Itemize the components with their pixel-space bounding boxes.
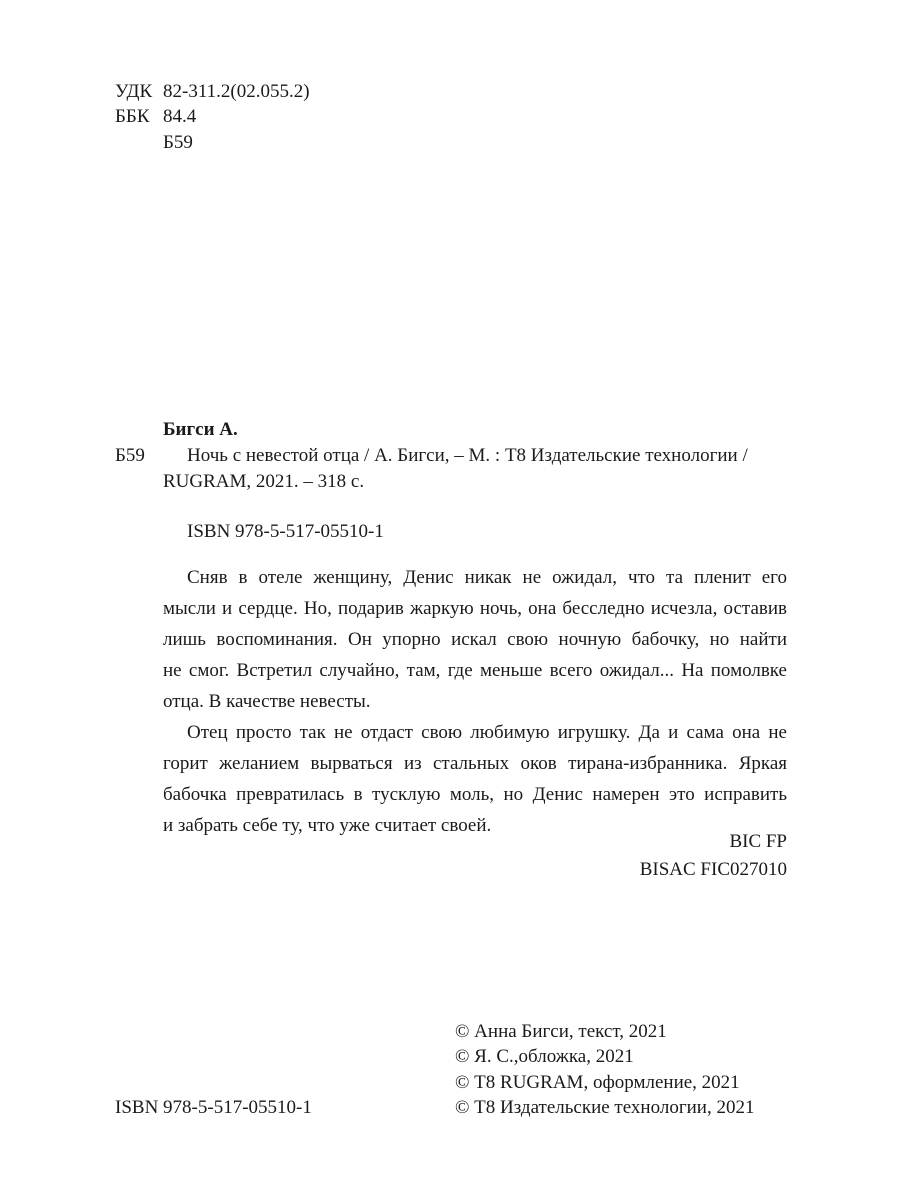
record-isbn: ISBN 978-5-517-05510-1	[187, 521, 384, 542]
annotation-line: отца. В качестве невесты.	[163, 691, 371, 712]
annotation-line: горит желанием вырваться из стальных оков тирана-избранника. Яркая	[163, 753, 787, 774]
record-title-line-2: RUGRAM, 2021. – 318 с.	[163, 471, 365, 492]
annotation-line: мысли и сердце. Но, подарив жаркую ночь, она бесследно исчезла, оставив	[163, 598, 787, 619]
udk-value: 82-311.2(02.055.2)	[163, 81, 310, 102]
record-title-line-1: Ночь с невестой отца / А. Бигси, – М. : Т8 Издательские технологии /	[187, 445, 748, 466]
bbk-value: 84.4	[163, 106, 197, 127]
copyright-line: © Анна Бигси, текст, 2021	[455, 1021, 667, 1042]
annotation-line: лишь воспоминания. Он упорно искал свою ночную бабочку, но найти	[163, 629, 787, 650]
bisac-code: BISAC FIC027010	[639, 859, 787, 880]
annotation-line: не смог. Встретил случайно, там, где меньше всего ожидал... На помолвке	[163, 660, 787, 681]
annotation-line: Отец просто так не отдаст свою любимую игрушку. Да и сама она не	[187, 722, 787, 743]
author-name: Бигси А.	[163, 419, 238, 440]
copyright-line: © Т8 Издательские технологии, 2021	[455, 1097, 755, 1118]
bbk-label: ББК	[115, 106, 150, 127]
copyright-line: © Я. С.,обложка, 2021	[455, 1046, 634, 1067]
bic-code: BIC FP	[729, 831, 787, 852]
udk-label: УДК	[115, 81, 153, 102]
annotation-line: бабочка превратилась в тусклую моль, но Денис намерен это исправить	[163, 784, 787, 805]
annotation-line: Сняв в отеле женщину, Денис никак не ожидал, что та пленит его	[187, 567, 787, 588]
annotation-line: и забрать себе ту, что уже считает своей.	[163, 815, 492, 836]
record-code: Б59	[115, 445, 145, 466]
author-mark: Б59	[163, 132, 193, 153]
copyright-line: © Т8 RUGRAM, оформление, 2021	[455, 1072, 740, 1093]
footer-isbn: ISBN 978-5-517-05510-1	[115, 1097, 312, 1118]
